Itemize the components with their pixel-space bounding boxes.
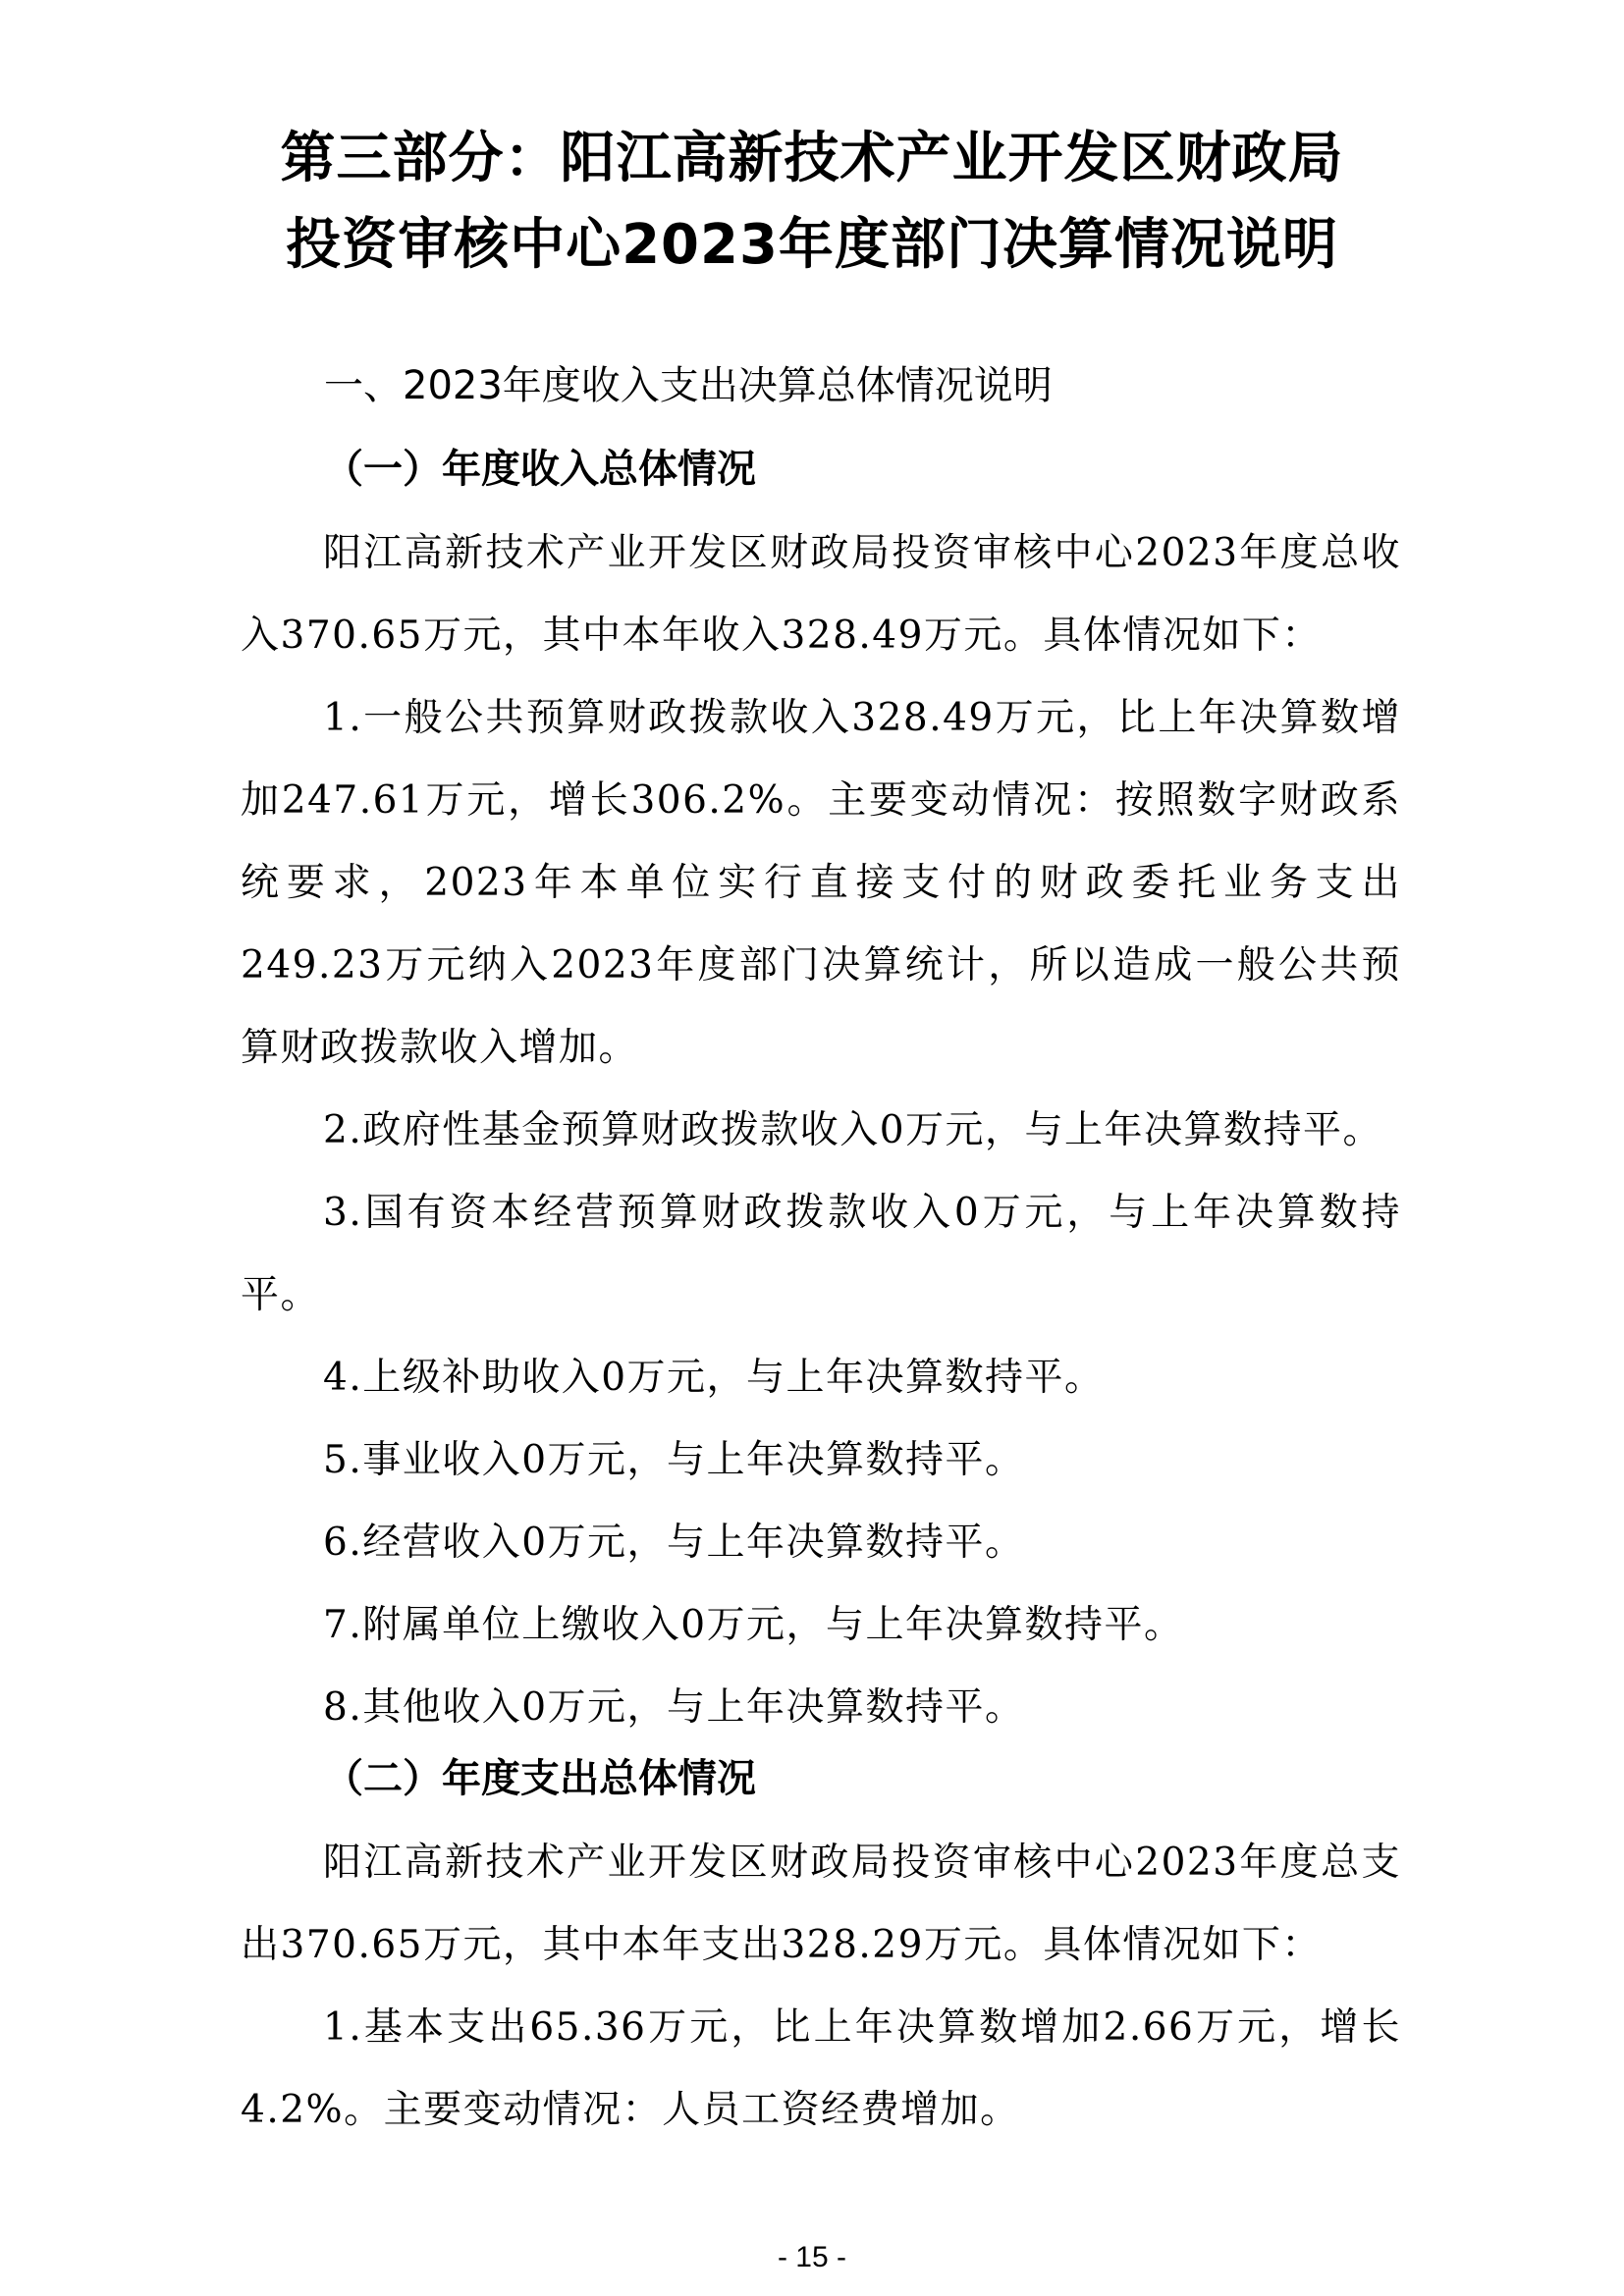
expenditure-subheading: （二）年度支出总体情况 xyxy=(324,1756,756,1801)
income-summary-paragraph: 阳江高新技术产业开发区财政局投资审核中心2023年度总收入370.65万元，其中本年收入328.49万元。具体情况如下： xyxy=(241,531,1401,658)
section-heading: 一、2023年度收入支出决算总体情况说明 xyxy=(324,363,1053,408)
expenditure-body xyxy=(241,1822,1401,2152)
income-item-3: 3.国有资本经营预算财政拨款收入0万元，与上年决算数持平。 xyxy=(241,1191,1401,1317)
title-line-1: 第三部分：阳江高新技术产业开发区财政局 xyxy=(280,127,1344,190)
income-item-1: 1.一般公共预算财政拨款收入328.49万元，比上年决算数增加247.61万元，增长306.2%。主要变动情况：按照数字财政系统要求，2023年本单位实行直接支付的财政委托业务支出249.23万元纳入2023年度部门决算统计，所以造成一般公共预算财政拨款收入增加。 xyxy=(241,696,1401,1070)
page-number: - 15 - xyxy=(777,2241,847,2273)
income-item-6: 6.经营收入0万元，与上年决算数持平。 xyxy=(323,1521,1025,1565)
title-line-2: 投资审核中心2023年度部门决算情况说明 xyxy=(286,213,1338,277)
expenditure-item-1: 1.基本支出65.36万元，比上年决算数增加2.66万元，增长4.2%。主要变动情况：人员工资经费增加。 xyxy=(241,2005,1401,2132)
document-title xyxy=(196,116,1428,289)
income-body xyxy=(241,512,1401,1749)
income-item-2: 2.政府性基金预算财政拨款收入0万元，与上年决算数持平。 xyxy=(323,1108,1383,1152)
income-item-8: 8.其他收入0万元，与上年决算数持平。 xyxy=(323,1685,1025,1730)
income-item-4: 4.上级补助收入0万元，与上年决算数持平。 xyxy=(323,1356,1105,1400)
expenditure-summary-paragraph: 阳江高新技术产业开发区财政局投资审核中心2023年度总支出370.65万元，其中本年支出328.29万元。具体情况如下： xyxy=(241,1841,1401,1967)
income-item-5: 5.事业收入0万元，与上年决算数持平。 xyxy=(323,1438,1025,1482)
income-subheading: （一）年度收入总体情况 xyxy=(324,447,756,492)
income-item-7: 7.附属单位上缴收入0万元，与上年决算数持平。 xyxy=(323,1603,1184,1647)
